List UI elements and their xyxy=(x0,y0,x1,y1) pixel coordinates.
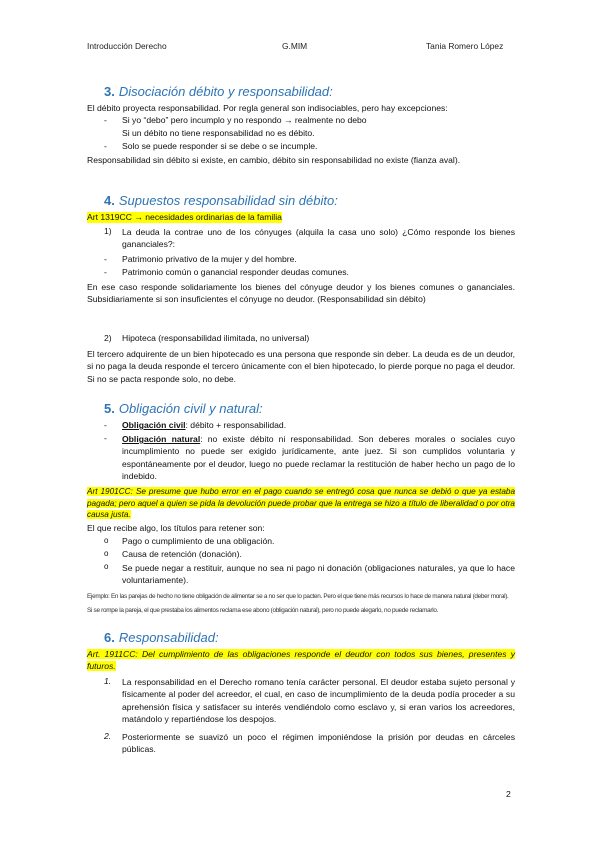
s3-paragraph-2: Responsabilidad sin débito si existe, en cambio, débito sin responsabilidad no existe (fianza aval). xyxy=(87,155,461,165)
bullet-dash: - xyxy=(104,267,107,277)
s5-item-1: Pago o cumplimiento de una obligación. xyxy=(122,536,275,546)
bullet-dash: - xyxy=(104,433,107,443)
s3-bullet-1: Si yo “debo” pero incumplo y no respondo → realmente no debo xyxy=(122,115,367,125)
page-number: 2 xyxy=(506,789,511,799)
section-6-heading: 6. Responsabilidad: xyxy=(104,630,219,645)
s4-item-1: La deuda la contrae uno de los cónyuges (alquila la casa uno solo) ¿Cómo responde los bienes gananciales?: xyxy=(122,227,515,250)
s6-article-highlight: Art. 1911CC: Del cumplimiento de las obligaciones responde el deudor con todos sus bienes, presentes y futuros. xyxy=(87,649,515,672)
s4-article-highlight: Art 1319CC → necesidades ordinarias de la familia xyxy=(87,212,282,222)
s4-dash-1: Patrimonio privativo de la mujer y del hombre. xyxy=(122,254,297,264)
s5-example-line-1: Ejemplo: En las parejas de hecho no tiene obligación de alimentar se a no ser que lo pacten. Pero el que tiene más recursos lo hace de manera natural (deber moral). xyxy=(87,593,509,600)
s4-number-2: 2) xyxy=(104,333,112,343)
circle-bullet: o xyxy=(104,562,109,571)
s3-bullet-2: Solo se puede responder si se debe o se incumple. xyxy=(122,141,318,151)
header-center: G.MIM xyxy=(282,41,308,51)
header-left: Introducción Derecho xyxy=(87,41,167,51)
s5-example-line-2: Si se rompe la pareja, el que prestaba los alimentos reclama ese abono (obligación natural), pero no puede alegarlo, no puede reclamarlo. xyxy=(87,607,439,614)
s5-bullet-natural: Obligación natural: no existe débito ni responsabilidad. Son deberes morales o sociales cuyo incumplimiento no puede ser exigido jurídicamente, ante juez. Si son cumplidos voluntaria y espontáneamente por el deudor, luego no puede reclamar la restitución de haber hecho un pago de lo indebido. xyxy=(122,434,515,481)
header-right: Tania Romero López xyxy=(426,41,504,51)
s4-number-1: 1) xyxy=(104,226,112,236)
section-3-heading: 3. Disociación débito y responsabilidad: xyxy=(104,84,333,99)
s4-paragraph-1: En ese caso responde solidariamente los bienes del cónyuge deudor y los bienes comunes o gananciales. Subsidiariamente si son insuficientes el cónyuge no deudor. (Responsabilidad sin débito) xyxy=(87,282,515,305)
section-5-heading: 5. Obligación civil y natural: xyxy=(104,401,263,416)
s6-number-1: 1. xyxy=(104,676,112,686)
s6-item-2: Posteriormente se suavizó un poco el régimen imponiéndose la prisión por deudas en cárceles públicas. xyxy=(122,732,515,755)
bullet-dash: - xyxy=(104,420,107,430)
s6-item-1: La responsabilidad en el Derecho romano tenía carácter personal. El deudor estaba sujeto personal y físicamente al poder del acreedor, el cual, en caso de incumplimiento de la deuda podía proceder a su aprehensión física y satisfacer su interés vendiéndolo como esclavo y, si eran varios los acreedores, matándolo y repartiéndose los despojos. xyxy=(122,677,515,724)
s5-article-highlight: Art 1901CC: Se presume que hubo error en el pago cuando se entregó cosa que nunca se debió o que ya estaba pagada; pero aquel a quien se pida la devolución puede probar que la entrega se hizo a título de liberalidad o por otra causa justa. xyxy=(87,487,515,519)
s4-item-2: Hipoteca (responsabilidad ilimitada, no universal) xyxy=(122,333,310,343)
s3-paragraph-1: El débito proyecta responsabilidad. Por regla general son indisociables, pero hay excepciones: xyxy=(87,103,448,113)
circle-bullet: o xyxy=(104,549,109,558)
s5-item-2: Causa de retención (donación). xyxy=(122,549,242,559)
s6-number-2: 2. xyxy=(104,731,112,741)
bullet-dash: - xyxy=(104,115,107,125)
s4-paragraph-2: El tercero adquirente de un bien hipotecado es una persona que responde sin deber. La deuda es de un deudor, si no paga la deuda responde el tercero únicamente con el bien hipotecado, lo pierde porque no paga el deudor. Si no se pacta responde solo, no debe. xyxy=(87,349,515,384)
s5-item-3: Se puede negar a restituir, aunque no sea ni pago ni donación (obligaciones naturales, ya que lo hace voluntariamente). xyxy=(122,563,515,586)
s5-paragraph-1: El que recibe algo, los títulos para retener son: xyxy=(87,523,265,533)
s3-bullet-1-cont: Si un débito no tiene responsabilidad no es débito. xyxy=(122,128,315,138)
circle-bullet: o xyxy=(104,536,109,545)
s5-bullet-civil: Obligación civil: débito + responsabilidad. xyxy=(122,420,287,430)
section-4-heading: 4. Supuestos responsabilidad sin débito: xyxy=(104,193,338,208)
bullet-dash: - xyxy=(104,141,107,151)
bullet-dash: - xyxy=(104,254,107,264)
s4-dash-2: Patrimonio común o ganancial responder deudas comunes. xyxy=(122,267,349,277)
